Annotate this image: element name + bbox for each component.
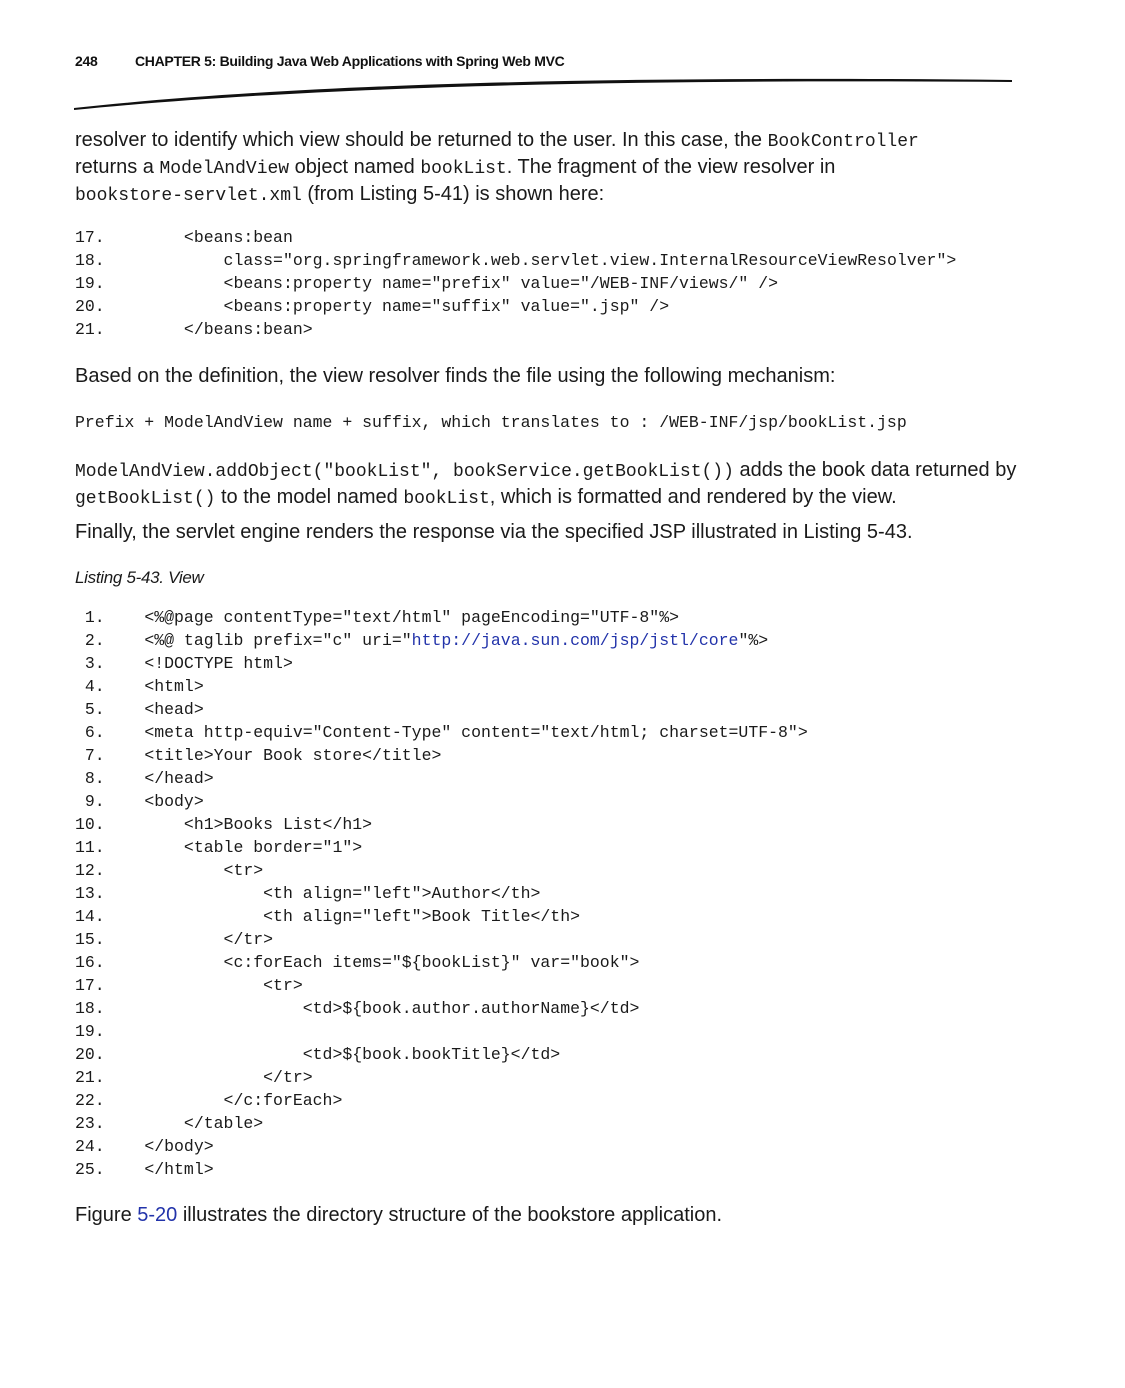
line-code: <table border="1">	[104, 838, 363, 857]
line-code: </tr>	[104, 1068, 313, 1087]
code-servlet-xml: bookstore-servlet.xml	[75, 186, 302, 206]
line-number: 20.	[75, 297, 105, 316]
paragraph-add-object: ModelAndView.addObject("bookList", bookService.getBookList()) adds the book data returned by getBookList() to the model named bookList, which is formatted and rendered by the view.	[75, 459, 1017, 509]
line-code: <%@page contentType="text/html" pageEncoding="UTF-8"%>	[104, 608, 680, 627]
line-number: 14.	[75, 907, 105, 926]
listing-5-43-line	[75, 813, 1035, 836]
line-number: 12.	[75, 861, 105, 880]
line-number: 2.	[75, 631, 105, 650]
listing-5-43-line	[75, 997, 1035, 1020]
line-number: 7.	[75, 746, 105, 765]
code-booklist-2: bookList	[403, 489, 490, 509]
line-number: 8.	[75, 769, 105, 788]
line-number: 3.	[75, 654, 105, 673]
listing-5-43-line	[75, 767, 1035, 790]
listing-5-43-line	[75, 951, 1035, 974]
listing-5-41-line	[75, 226, 1035, 249]
line-number: 24.	[75, 1137, 105, 1156]
line-code: <html>	[104, 677, 204, 696]
listing-5-41-line	[75, 318, 1035, 341]
code-booklist: bookList	[420, 159, 507, 179]
paragraph-servlet-renders: Finally, the servlet engine renders the response via the specified JSP illustrated in Listing 5-43.	[75, 521, 913, 543]
line-number: 21.	[75, 1068, 105, 1087]
line-code: </tr>	[104, 930, 274, 949]
listing-5-43-line	[75, 675, 1035, 698]
listing-5-43-line	[75, 1112, 1035, 1135]
line-code: <tr>	[104, 976, 303, 995]
chapter-title: CHAPTER 5: Building Java Web Applications with Spring Web MVC	[135, 53, 565, 69]
listing-caption: Listing 5-43. View	[75, 568, 204, 587]
line-code: <!DOCTYPE html>	[104, 654, 293, 673]
line-number: 9.	[75, 792, 105, 811]
line-code: </c:forEach>	[104, 1091, 343, 1110]
listing-5-43-line	[75, 1066, 1035, 1089]
header-swoosh-rule	[74, 74, 1019, 114]
line-code: <beans:property name="prefix" value="/WEB-INF/views/" />	[104, 274, 779, 293]
line-code: <th align="left">Book Title</th>	[104, 907, 580, 926]
line-number: 5.	[75, 700, 105, 719]
line-number: 15.	[75, 930, 105, 949]
line-code: <body>	[104, 792, 204, 811]
listing-5-43-line	[75, 836, 1035, 859]
paragraph-figure-reference: Figure 5-20 illustrates the directory structure of the bookstore application.	[75, 1204, 722, 1226]
line-code: </table>	[104, 1114, 264, 1133]
line-number: 21.	[75, 320, 105, 339]
listing-5-43-code	[75, 606, 1035, 1181]
line-number: 13.	[75, 884, 105, 903]
line-code: <meta http-equiv="Content-Type" content="text/html; charset=UTF-8">	[104, 723, 808, 742]
line-code: </body>	[104, 1137, 214, 1156]
listing-5-43-line	[75, 629, 1035, 652]
listing-5-43-line	[75, 744, 1035, 767]
listing-5-43-line	[75, 698, 1035, 721]
line-number: 18.	[75, 251, 105, 270]
listing-5-43-line	[75, 859, 1035, 882]
listing-5-41-fragment	[75, 226, 1035, 341]
listing-5-43-line	[75, 1020, 1035, 1043]
code-modelandview: ModelAndView	[159, 159, 290, 179]
listing-5-43-line	[75, 1043, 1035, 1066]
line-number: 18.	[75, 999, 105, 1018]
line-code: <tr>	[104, 861, 264, 880]
line-code: </head>	[104, 769, 214, 788]
line-number: 20.	[75, 1045, 105, 1064]
line-number: 19.	[75, 1022, 105, 1041]
listing-5-43-line	[75, 1135, 1035, 1158]
line-number: 4.	[75, 677, 105, 696]
line-number: 1.	[75, 608, 105, 627]
listing-5-43-line	[75, 652, 1035, 675]
line-number: 17.	[75, 976, 105, 995]
line-number: 25.	[75, 1160, 105, 1179]
line-number: 10.	[75, 815, 105, 834]
listing-5-43-line	[75, 1158, 1035, 1181]
line-code: <h1>Books List</h1>	[104, 815, 373, 834]
line-number: 6.	[75, 723, 105, 742]
line-code: <th align="left">Author</th>	[104, 884, 541, 903]
running-head	[75, 53, 1025, 69]
jstl-uri-link[interactable]: http://java.sun.com/jsp/jstl/core	[411, 631, 739, 650]
listing-5-43-line	[75, 721, 1035, 744]
line-code: <c:forEach items="${bookList}" var="book">	[104, 953, 640, 972]
listing-5-41-line	[75, 272, 1035, 295]
listing-5-41-line	[75, 295, 1035, 318]
line-code: </beans:bean>	[104, 320, 313, 339]
listing-5-43-line	[75, 606, 1035, 629]
line-number: 22.	[75, 1091, 105, 1110]
line-code: <beans:bean	[104, 228, 293, 247]
listing-5-43-line	[75, 905, 1035, 928]
line-number: 11.	[75, 838, 105, 857]
line-code: <td>${book.author.authorName}</td>	[104, 999, 640, 1018]
line-number: 16.	[75, 953, 105, 972]
line-code: class="org.springframework.web.servlet.view.InternalResourceViewResolver">	[104, 251, 957, 270]
listing-5-43-line	[75, 790, 1035, 813]
line-code: <td>${book.bookTitle}</td>	[104, 1045, 561, 1064]
figure-5-20-link[interactable]: 5-20	[137, 1204, 178, 1226]
line-code: <%@ taglib prefix="c" uri="http://java.sun.com/jsp/jstl/core"%>	[104, 631, 769, 650]
listing-5-43-line	[75, 974, 1035, 997]
line-number: 17.	[75, 228, 105, 247]
line-code: <head>	[104, 700, 204, 719]
line-code: </html>	[104, 1160, 214, 1179]
line-code: <title>Your Book store</title>	[104, 746, 442, 765]
line-number: 23.	[75, 1114, 105, 1133]
mechanism-code-line: Prefix + ModelAndView name + suffix, which translates to : /WEB-INF/jsp/bookList.jsp	[75, 413, 907, 432]
paragraph-mechanism-intro: Based on the definition, the view resolver finds the file using the following mechanism:	[75, 365, 836, 387]
listing-5-43-line	[75, 1089, 1035, 1112]
paragraph-view-resolver-intro: resolver to identify which view should be returned to the user. In this case, the BookController returns a ModelAndView object named bookList. The fragment of the view resolver in bookstore-servlet.xml (from Listing 5-41) is shown here:	[75, 129, 919, 206]
code-bookcontroller: BookController	[767, 132, 919, 152]
listing-5-41-line	[75, 249, 1035, 272]
page-number: 248	[75, 53, 98, 69]
line-code: <beans:property name="suffix" value=".jsp" />	[104, 297, 670, 316]
line-number: 19.	[75, 274, 105, 293]
code-add-object: ModelAndView.addObject("bookList", bookService.getBookList())	[75, 462, 734, 482]
code-getbooklist: getBookList()	[75, 489, 216, 509]
listing-5-43-line	[75, 928, 1035, 951]
listing-5-43-line	[75, 882, 1035, 905]
